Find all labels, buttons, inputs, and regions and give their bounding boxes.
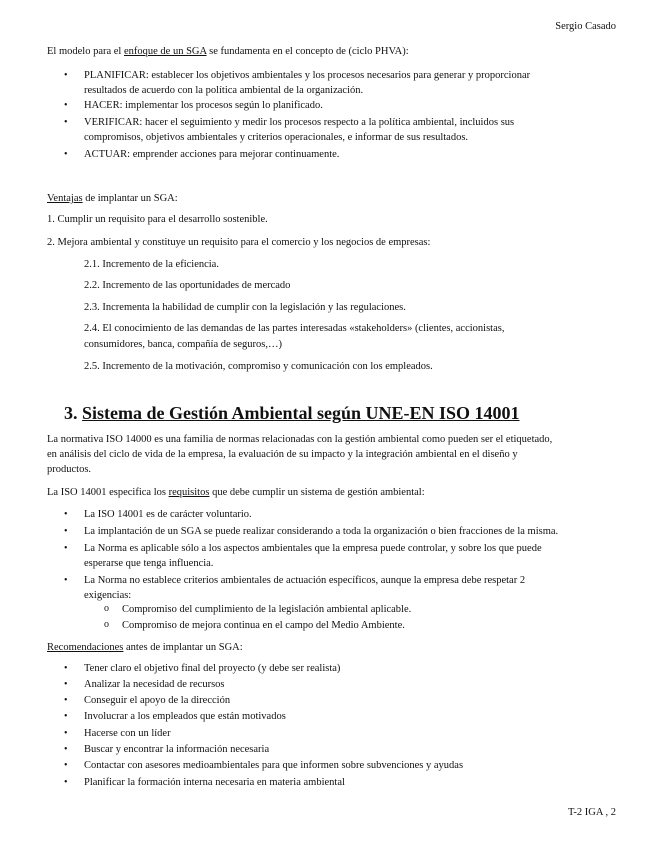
recom-item-6: Buscar y encontrar la información necesaria xyxy=(84,744,270,755)
bullet-icon: • xyxy=(64,543,68,554)
iso-paragraph-line-2: en análisis del ciclo de vida de la empresa, la evaluación de su impacto y la integración ambiental en el diseño y xyxy=(47,449,518,460)
footer-page-number: T-2 IGA , 2 xyxy=(567,807,616,818)
iso-bullet-4-line-1: La Norma no establece criterios ambientales de actuación específicos, aunque la empresa debe respetar 2 xyxy=(84,575,526,586)
bullet-icon: • xyxy=(64,679,68,690)
phva-item-2: HACER: implementar los procesos según lo planificado. xyxy=(84,100,323,111)
requisitos-paragraph: La ISO 14001 especifica los requisitos que debe cumplir un sistema de gestión ambiental: xyxy=(47,487,425,498)
ventajas-sub-4-line-1: 2.4. El conocimiento de las demandas de las partes interesadas «stakeholders» (clientes, accionistas, xyxy=(84,323,505,334)
bullet-icon: • xyxy=(64,509,68,520)
recom-item-3: Conseguir el apoyo de la dirección xyxy=(84,695,231,706)
phva-item-1-line-1: PLANIFICAR: establecer los objetivos ambientales y los procesos necesarios para generar y proporcionar xyxy=(84,70,531,81)
header-author: Sergio Casado xyxy=(555,21,616,32)
intro-paragraph: El modelo para el enfoque de un SGA se fundamenta en el concepto de (ciclo PHVA): xyxy=(47,46,409,57)
phva-item-3-line-2: compromisos, objetivos ambientales y criterios operacionales, e informar de sus resultados. xyxy=(84,132,469,143)
iso-bullet-3-line-1: La Norma es aplicable sólo a los aspectos ambientales que la empresa puede controlar, y sobre los que puede xyxy=(84,543,542,554)
circle-bullet-icon: o xyxy=(104,603,109,614)
bullet-icon: • xyxy=(64,663,68,674)
bullet-icon: • xyxy=(64,149,68,160)
bullet-icon: • xyxy=(64,70,68,81)
bullet-icon: • xyxy=(64,777,68,788)
phva-item-4: ACTUAR: emprender acciones para mejorar continuamente. xyxy=(84,149,340,160)
phva-item-3-line-1: VERIFICAR: hacer el seguimiento y medir los procesos respecto a la política ambiental, incluidos sus xyxy=(84,117,515,128)
recom-item-2: Analizar la necesidad de recursos xyxy=(84,679,225,690)
bullet-icon: • xyxy=(64,695,68,706)
ventajas-sub-4-line-2: consumidores, banca, compañía de seguros,…) xyxy=(84,339,282,350)
iso-paragraph-line-3: productos. xyxy=(47,464,92,475)
bullet-icon: • xyxy=(64,728,68,739)
phva-item-1-line-2: resultados de acuerdo con la política ambiental de la organización. xyxy=(84,85,364,96)
iso-bullet-2: La implantación de un SGA se puede realizar considerando a toda la organización o bien fracciones de la misma. xyxy=(84,526,559,537)
ventajas-sub-3: 2.3. Incrementa la habilidad de cumplir con la legislación y las regulaciones. xyxy=(84,302,406,313)
bullet-icon: • xyxy=(64,526,68,537)
recom-item-1: Tener claro el objetivo final del proyecto (y debe ser realista) xyxy=(84,663,341,674)
ventajas-item-2: 2. Mejora ambiental y constituye un requisito para el comercio y los negocios de empresas: xyxy=(47,237,431,248)
ventajas-heading: Ventajas de implantar un SGA: xyxy=(47,193,178,204)
bullet-icon: • xyxy=(64,744,68,755)
ventajas-sub-5: 2.5. Incremento de la motivación, compromiso y comunicación con los empleados. xyxy=(84,361,433,372)
recom-item-8: Planificar la formación interna necesaria en materia ambiental xyxy=(84,777,345,788)
bullet-icon: • xyxy=(64,711,68,722)
recom-item-4: Involucrar a los empleados que están motivados xyxy=(84,711,286,722)
iso-sub-bullet-2: Compromiso de mejora continua en el campo del Medio Ambiente. xyxy=(122,620,405,631)
iso-bullet-1: La ISO 14001 es de carácter voluntario. xyxy=(84,509,252,520)
bullet-icon: • xyxy=(64,760,68,771)
iso-sub-bullet-1: Compromiso del cumplimiento de la legislación ambiental aplicable. xyxy=(122,604,412,615)
circle-bullet-icon: o xyxy=(104,619,109,630)
section-title: Sistema de Gestión Ambiental según UNE-EN ISO 14001 xyxy=(82,403,520,423)
bullet-icon: • xyxy=(64,100,68,111)
iso-bullet-3-line-2: esperarse que tenga influencia. xyxy=(84,558,214,569)
ventajas-item-1: 1. Cumplir un requisito para el desarrollo sostenible. xyxy=(47,214,268,225)
iso-paragraph-line-1: La normativa ISO 14000 es una familia de normas relacionadas con la gestión ambiental como pueden ser el etiquetado, xyxy=(47,434,553,445)
ventajas-sub-1: 2.1. Incremento de la eficiencia. xyxy=(84,259,219,270)
ventajas-sub-2: 2.2. Incremento de las oportunidades de mercado xyxy=(84,280,291,291)
iso-bullet-4-line-2: exigencias: xyxy=(84,590,132,601)
bullet-icon: • xyxy=(64,117,68,128)
requisitos-link[interactable]: requisitos xyxy=(168,487,210,498)
recomendaciones-heading: Recomendaciones antes de implantar un SGA: xyxy=(47,642,243,653)
intro-link[interactable]: enfoque de un SGA xyxy=(123,46,207,57)
bullet-icon: • xyxy=(64,575,68,586)
recom-item-7: Contactar con asesores medioambientales para que informen sobre subvenciones y ayudas xyxy=(84,760,464,771)
recom-item-5: Hacerse con un líder xyxy=(84,728,171,739)
section-heading: 3. Sistema de Gestión Ambiental según UNE-EN ISO 14001 xyxy=(64,403,520,423)
